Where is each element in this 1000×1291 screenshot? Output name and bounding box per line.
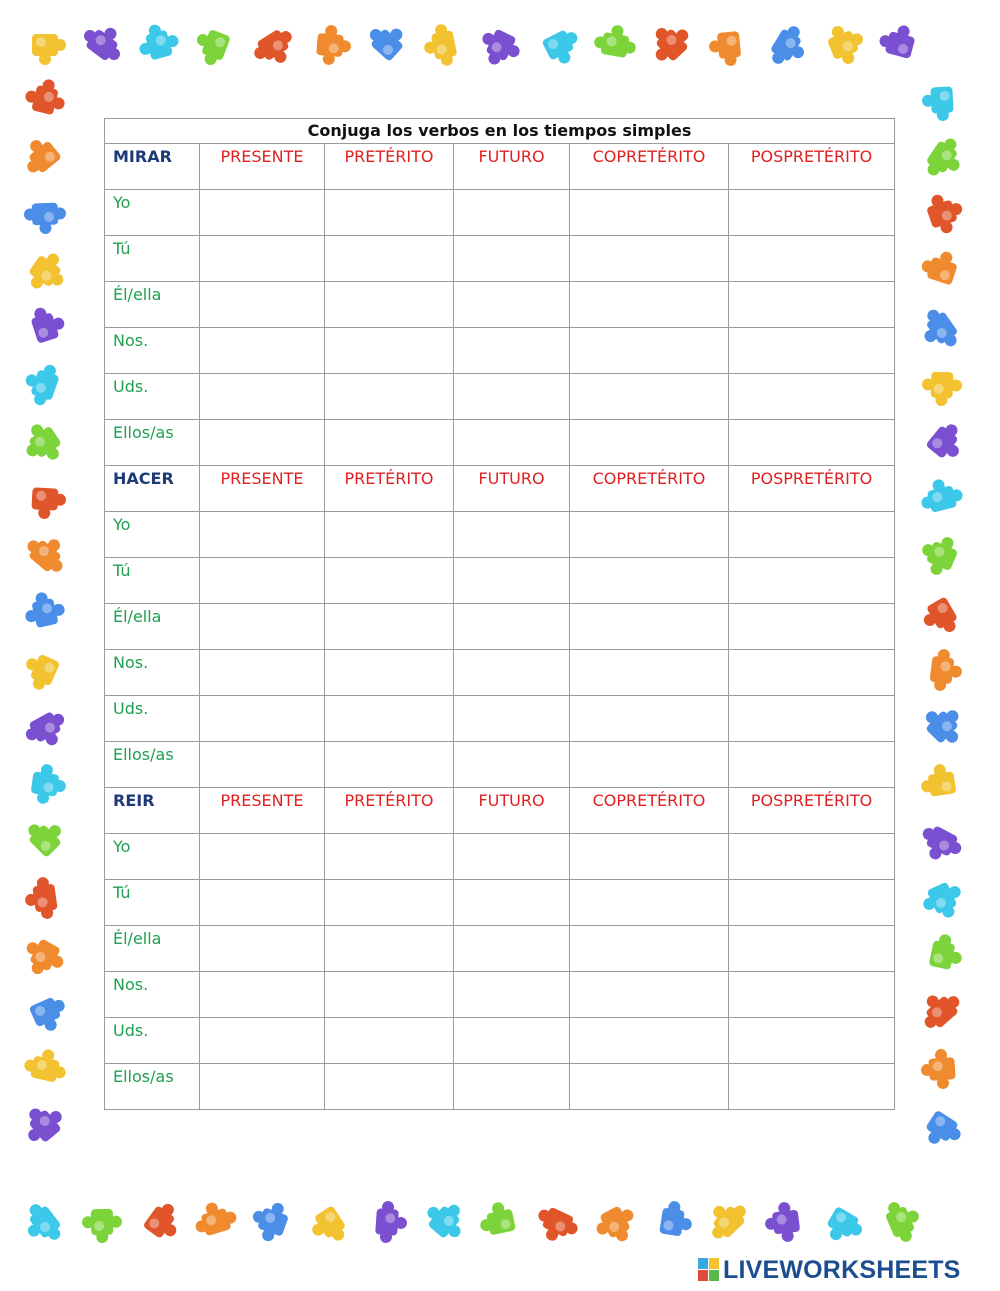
answer-cell[interactable] (729, 972, 895, 1018)
pronoun-label: Nos. (105, 328, 200, 374)
pronoun-row (105, 650, 895, 696)
answer-cell[interactable] (325, 604, 454, 650)
tense-header: FUTURO (454, 144, 570, 190)
pronoun-label: Ellos/as (105, 420, 200, 466)
verb-label: MIRAR (105, 144, 200, 190)
answer-cell[interactable] (200, 834, 325, 880)
answer-cell[interactable] (729, 328, 895, 374)
pronoun-row (105, 190, 895, 236)
puzzle-piece-icon (364, 16, 410, 62)
answer-cell[interactable] (325, 236, 454, 282)
answer-cell[interactable] (454, 834, 570, 880)
puzzle-piece-icon (708, 31, 742, 68)
tense-header: POSPRETÉRITO (729, 144, 895, 190)
pronoun-row (105, 1064, 895, 1110)
pronoun-label: Yo (105, 834, 200, 880)
answer-cell[interactable] (325, 1018, 454, 1064)
answer-cell[interactable] (729, 880, 895, 926)
tense-header: POSPRETÉRITO (729, 466, 895, 512)
verb-label: HACER (105, 466, 200, 512)
puzzle-piece-icon (16, 418, 67, 470)
pronoun-row (105, 374, 895, 420)
puzzle-piece-icon (763, 1201, 802, 1245)
puzzle-piece-icon (592, 22, 639, 60)
answer-cell[interactable] (570, 696, 729, 742)
answer-cell[interactable] (200, 972, 325, 1018)
logo-text: LIVEWORKSHEETS (723, 1255, 961, 1284)
answer-cell[interactable] (729, 650, 895, 696)
puzzle-piece-icon (823, 19, 870, 69)
puzzle-piece-icon (32, 34, 66, 65)
answer-cell[interactable] (570, 880, 729, 926)
pronoun-label: Uds. (105, 374, 200, 420)
tense-header: PRESENTE (200, 466, 325, 512)
pronoun-row (105, 236, 895, 282)
answer-cell[interactable] (570, 282, 729, 328)
answer-cell[interactable] (325, 926, 454, 972)
answer-cell[interactable] (454, 650, 570, 696)
answer-cell[interactable] (570, 328, 729, 374)
answer-cell[interactable] (729, 282, 895, 328)
liveworksheets-logo (698, 1256, 961, 1284)
answer-cell[interactable] (200, 880, 325, 926)
pronoun-label: Yo (105, 512, 200, 558)
puzzle-piece-icon (474, 25, 525, 73)
puzzle-piece-icon (82, 1209, 123, 1244)
pronoun-label: Nos. (105, 972, 200, 1018)
puzzle-piece-icon (914, 821, 966, 868)
answer-cell[interactable] (325, 1064, 454, 1110)
pronoun-label: Él/ella (105, 604, 200, 650)
puzzle-piece-icon (914, 304, 963, 356)
answer-cell[interactable] (325, 558, 454, 604)
verb-header-row (105, 466, 895, 512)
puzzle-piece-icon (22, 876, 59, 922)
answer-cell[interactable] (570, 374, 729, 420)
puzzle-piece-icon (918, 596, 962, 641)
answer-cell[interactable] (570, 236, 729, 282)
answer-cell[interactable] (570, 604, 729, 650)
answer-cell[interactable] (570, 558, 729, 604)
pronoun-label: Tú (105, 236, 200, 282)
puzzle-piece-icon (17, 934, 68, 983)
puzzle-piece-icon (22, 527, 74, 578)
puzzle-piece-icon (929, 648, 965, 693)
puzzle-piece-icon (923, 188, 968, 237)
answer-cell[interactable] (454, 512, 570, 558)
pronoun-label: Uds. (105, 696, 200, 742)
answer-cell[interactable] (200, 190, 325, 236)
puzzle-piece-icon (541, 26, 585, 69)
puzzle-piece-icon (249, 25, 301, 74)
answer-cell[interactable] (570, 926, 729, 972)
answer-cell[interactable] (325, 972, 454, 1018)
answer-cell[interactable] (729, 236, 895, 282)
pronoun-row (105, 972, 895, 1018)
answer-cell[interactable] (325, 512, 454, 558)
tense-header: COPRETÉRITO (570, 788, 729, 834)
answer-cell[interactable] (325, 374, 454, 420)
puzzle-piece-icon (921, 86, 954, 122)
answer-cell[interactable] (200, 558, 325, 604)
pronoun-row (105, 834, 895, 880)
pronoun-row (105, 880, 895, 926)
puzzle-piece-icon (142, 1199, 187, 1245)
pronoun-row (105, 558, 895, 604)
answer-cell[interactable] (325, 696, 454, 742)
puzzle-piece-icon (700, 1193, 752, 1244)
puzzle-piece-icon (16, 1097, 68, 1149)
tense-header: PRETÉRITO (325, 788, 454, 834)
pronoun-label: Él/ella (105, 926, 200, 972)
answer-cell[interactable] (570, 190, 729, 236)
answer-cell[interactable] (454, 558, 570, 604)
answer-cell[interactable] (570, 972, 729, 1018)
puzzle-piece-icon (21, 707, 73, 754)
puzzle-piece-icon (22, 1045, 70, 1085)
pronoun-row (105, 1018, 895, 1064)
answer-cell[interactable] (729, 742, 895, 788)
answer-cell[interactable] (454, 374, 570, 420)
answer-cell[interactable] (200, 374, 325, 420)
answer-cell[interactable] (570, 1064, 729, 1110)
answer-cell[interactable] (454, 1018, 570, 1064)
answer-cell[interactable] (729, 604, 895, 650)
answer-cell[interactable] (200, 926, 325, 972)
answer-cell[interactable] (325, 880, 454, 926)
verb-label: REIR (105, 788, 200, 834)
puzzle-piece-icon (476, 1200, 516, 1237)
tense-header: PRETÉRITO (325, 144, 454, 190)
puzzle-piece-icon (16, 1199, 66, 1251)
puzzle-piece-icon (643, 16, 695, 68)
answer-cell[interactable] (454, 1064, 570, 1110)
answer-cell[interactable] (454, 696, 570, 742)
pronoun-label: Tú (105, 880, 200, 926)
tense-header: PRESENTE (200, 788, 325, 834)
tense-header: PRETÉRITO (325, 466, 454, 512)
tense-header: POSPRETÉRITO (729, 788, 895, 834)
answer-cell[interactable] (729, 926, 895, 972)
puzzle-piece-icon (920, 1048, 957, 1090)
answer-cell[interactable] (454, 282, 570, 328)
answer-cell[interactable] (570, 1018, 729, 1064)
answer-cell[interactable] (729, 834, 895, 880)
puzzle-piece-icon (22, 812, 68, 858)
puzzle-piece-icon (28, 302, 68, 344)
pronoun-row (105, 282, 895, 328)
puzzle-piece-icon (29, 993, 73, 1035)
answer-cell[interactable] (454, 420, 570, 466)
answer-cell[interactable] (454, 236, 570, 282)
answer-cell[interactable] (454, 926, 570, 972)
pronoun-label: Ellos/as (105, 1064, 200, 1110)
puzzle-piece-icon (822, 1206, 867, 1250)
answer-cell[interactable] (729, 696, 895, 742)
conjugation-table (104, 118, 895, 1110)
tense-header: FUTURO (454, 466, 570, 512)
puzzle-piece-icon (925, 419, 970, 465)
answer-cell[interactable] (454, 742, 570, 788)
pronoun-row (105, 420, 895, 466)
verb-header-row (105, 788, 895, 834)
answer-cell[interactable] (729, 512, 895, 558)
verb-header-row (105, 144, 895, 190)
puzzle-piece-icon (79, 16, 131, 66)
answer-cell[interactable] (200, 282, 325, 328)
answer-cell[interactable] (570, 742, 729, 788)
answer-cell[interactable] (729, 558, 895, 604)
puzzle-piece-icon (920, 1110, 965, 1155)
pronoun-label: Yo (105, 190, 200, 236)
puzzle-piece-icon (134, 19, 182, 63)
answer-cell[interactable] (200, 1064, 325, 1110)
answer-cell[interactable] (200, 696, 325, 742)
puzzle-piece-icon (917, 475, 965, 515)
pronoun-row (105, 328, 895, 374)
pronoun-label: Ellos/as (105, 742, 200, 788)
pronoun-row (105, 696, 895, 742)
puzzle-piece-icon (921, 371, 962, 406)
answer-cell[interactable] (729, 190, 895, 236)
pronoun-row (105, 512, 895, 558)
answer-cell[interactable] (454, 604, 570, 650)
answer-cell[interactable] (570, 650, 729, 696)
answer-cell[interactable] (454, 972, 570, 1018)
puzzle-piece-icon (918, 762, 956, 798)
answer-cell[interactable] (325, 282, 454, 328)
answer-cell[interactable] (325, 328, 454, 374)
puzzle-piece-icon (531, 1203, 582, 1249)
pronoun-row (105, 926, 895, 972)
puzzle-piece-icon (21, 588, 68, 630)
puzzle-piece-icon (420, 22, 458, 69)
answer-cell[interactable] (570, 420, 729, 466)
puzzle-piece-icon (375, 1200, 409, 1244)
answer-cell[interactable] (200, 328, 325, 374)
puzzle-piece-icon (919, 245, 961, 285)
tense-header: PRESENTE (200, 144, 325, 190)
answer-cell[interactable] (325, 742, 454, 788)
answer-cell[interactable] (454, 190, 570, 236)
puzzle-piece-icon (918, 878, 969, 926)
answer-cell[interactable] (325, 190, 454, 236)
answer-cell[interactable] (729, 1064, 895, 1110)
answer-cell[interactable] (325, 420, 454, 466)
answer-cell[interactable] (200, 604, 325, 650)
answer-cell[interactable] (454, 880, 570, 926)
puzzle-piece-icon (766, 21, 814, 73)
puzzle-piece-icon (929, 932, 966, 972)
answer-cell[interactable] (729, 1018, 895, 1064)
puzzle-piece-icon (306, 1205, 351, 1250)
answer-cell[interactable] (570, 834, 729, 880)
pronoun-label: Él/ella (105, 282, 200, 328)
answer-cell[interactable] (200, 742, 325, 788)
pronoun-label: Uds. (105, 1018, 200, 1064)
worksheet-title: Conjuga los verbos en los tiempos simples (105, 119, 895, 144)
puzzle-piece-icon (913, 983, 965, 1034)
tense-header: COPRETÉRITO (570, 466, 729, 512)
pronoun-label: Tú (105, 558, 200, 604)
puzzle-piece-icon (659, 1200, 695, 1238)
answer-cell[interactable] (729, 374, 895, 420)
puzzle-piece-icon (915, 529, 962, 579)
answer-cell[interactable] (200, 420, 325, 466)
answer-cell[interactable] (325, 834, 454, 880)
answer-cell[interactable] (729, 420, 895, 466)
puzzle-piece-icon (591, 1201, 642, 1250)
puzzle-piece-icon (315, 24, 352, 67)
puzzle-piece-icon (24, 202, 67, 234)
pronoun-row (105, 742, 895, 788)
puzzle-piece-icon (23, 247, 74, 299)
puzzle-piece-icon (29, 762, 68, 806)
puzzle-piece-icon (190, 26, 231, 69)
answer-cell[interactable] (454, 328, 570, 374)
answer-cell[interactable] (200, 650, 325, 696)
puzzle-piece-icon (22, 75, 69, 118)
pronoun-row (105, 604, 895, 650)
answer-cell[interactable] (570, 512, 729, 558)
answer-cell[interactable] (325, 650, 454, 696)
puzzle-piece-icon (921, 133, 970, 185)
puzzle-piece-icon (246, 1196, 292, 1245)
puzzle-piece-icon (882, 1195, 927, 1246)
liveworksheets-logo-icon (698, 1258, 720, 1282)
answer-cell[interactable] (200, 236, 325, 282)
puzzle-piece-icon (190, 1197, 239, 1239)
answer-cell[interactable] (200, 1018, 325, 1064)
puzzle-piece-icon (16, 133, 62, 178)
puzzle-piece-icon (31, 487, 67, 520)
puzzle-piece-icon (18, 650, 60, 694)
pronoun-label: Nos. (105, 650, 200, 696)
puzzle-piece-icon (420, 1193, 472, 1245)
puzzle-piece-icon (919, 698, 971, 750)
puzzle-piece-icon (877, 20, 918, 59)
answer-cell[interactable] (200, 512, 325, 558)
tense-header: COPRETÉRITO (570, 144, 729, 190)
tense-header: FUTURO (454, 788, 570, 834)
puzzle-piece-icon (19, 359, 62, 409)
